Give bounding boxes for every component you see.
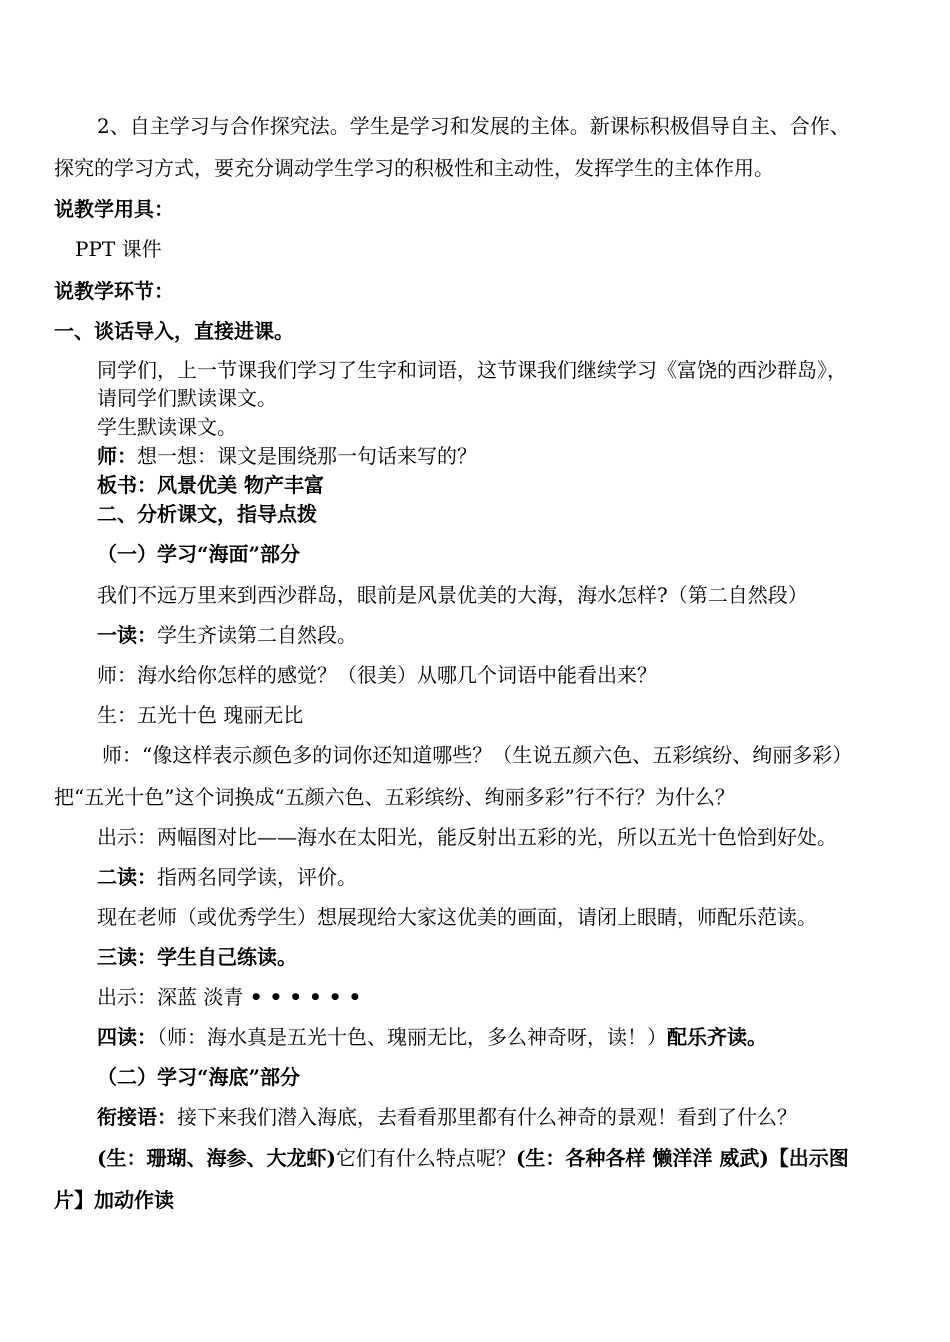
blackboard-note: 板书：风景优美 物产丰富 xyxy=(97,473,324,497)
seabed-line-2: 片】加动作读 xyxy=(54,1188,174,1212)
section-1-title: 一、谈话导入，直接进课。 xyxy=(54,319,294,343)
student-answer-words: 生：五光十色 瑰丽无比 xyxy=(97,703,304,727)
seabed-answer-1: (生：珊瑚、海参、大龙虾) xyxy=(97,1146,336,1170)
subsection-1-title: （一）学习“海面”部分 xyxy=(97,542,301,566)
seabed-question: 它们有什么特点呢？ xyxy=(335,1146,516,1170)
teaching-tools-text: PPT 课件 xyxy=(75,237,162,261)
show-colors-text: 出示：深蓝 淡青 xyxy=(97,985,244,1009)
read-1-label: 一读： xyxy=(97,623,157,647)
intro-line-1: 同学们，上一节课我们学习了生字和词语，这节课我们继续学习《富饶的西沙群岛》， xyxy=(97,358,847,382)
seabed-answer-2: (生：各种各样 懒洋洋 威武)【出示图 xyxy=(515,1146,849,1170)
teacher-feel-question: 师：海水给你怎样的感觉？（很美）从哪几个词语中能看出来？ xyxy=(97,663,657,687)
teacher-color-words-line-1: 师：“像这样表示颜色多的词你还知道哪些？（生说五颜六色、五彩缤纷、绚丽多彩） xyxy=(102,743,853,767)
read-1 xyxy=(97,621,357,649)
heading-teaching-tools: 说教学用具： xyxy=(54,197,174,221)
read-4-label: 四读： xyxy=(97,1025,157,1049)
show-colors xyxy=(97,983,361,1011)
show-colors-dots: • • • • • • xyxy=(249,985,362,1009)
teacher-question-label: 师： xyxy=(97,444,137,468)
paragraph-method-2-line-2: 探究的学习方式，要充分调动学生学习的积极性和主动性，发挥学生的主体作用。 xyxy=(54,156,774,180)
heading-teaching-steps: 说教学环节： xyxy=(54,279,174,303)
student-read-silently: 学生默读课文。 xyxy=(97,415,237,439)
transition-sentence xyxy=(97,1103,797,1131)
teacher-demo-read: 现在老师（或优秀学生）想展现给大家这优美的画面，请闭上眼睛，师配乐范读。 xyxy=(97,905,817,929)
read-3: 三读：学生自己练读。 xyxy=(97,945,297,969)
subsection-2-title: （二）学习“海底”部分 xyxy=(97,1065,301,1089)
read-4-tail: 配乐齐读。 xyxy=(667,1025,767,1049)
paragraph-method-2-line-1: 2、自主学习与合作探究法。学生是学习和发展的主体。新课标积极倡导自主、合作、 xyxy=(97,114,850,138)
read-4-text: （师：海水真是五光十色、瑰丽无比，多么神奇呀，读！） xyxy=(157,1025,667,1049)
read-2-label: 二读： xyxy=(97,865,157,889)
seabed-line-1 xyxy=(97,1144,849,1172)
section-2-title: 二、分析课文，指导点拨 xyxy=(97,502,317,526)
read-1-text: 学生齐读第二自然段。 xyxy=(157,623,357,647)
sea-intro: 我们不远万里来到西沙群岛，眼前是风景优美的大海，海水怎样?（第二自然段） xyxy=(97,583,808,607)
read-2-text: 指两名同学读，评价。 xyxy=(157,865,357,889)
teacher-question-text: 想一想：课文是围绕那一句话来写的？ xyxy=(137,444,477,468)
teacher-color-words-line-2: 把“五光十色”这个词换成“五颜六色、五彩缤纷、绚丽多彩”行不行？为什么？ xyxy=(54,785,735,809)
teacher-question xyxy=(97,442,477,470)
read-4 xyxy=(97,1023,767,1051)
intro-line-2: 请同学们默读课文。 xyxy=(97,386,277,410)
transition-text: 接下来我们潜入海底，去看看那里都有什么神奇的景观！看到了什么？ xyxy=(177,1105,797,1129)
read-2 xyxy=(97,863,357,891)
transition-label: 衔接语： xyxy=(97,1105,177,1129)
show-compare: 出示：两幅图对比——海水在太阳光，能反射出五彩的光，所以五光十色恰到好处。 xyxy=(97,825,837,849)
